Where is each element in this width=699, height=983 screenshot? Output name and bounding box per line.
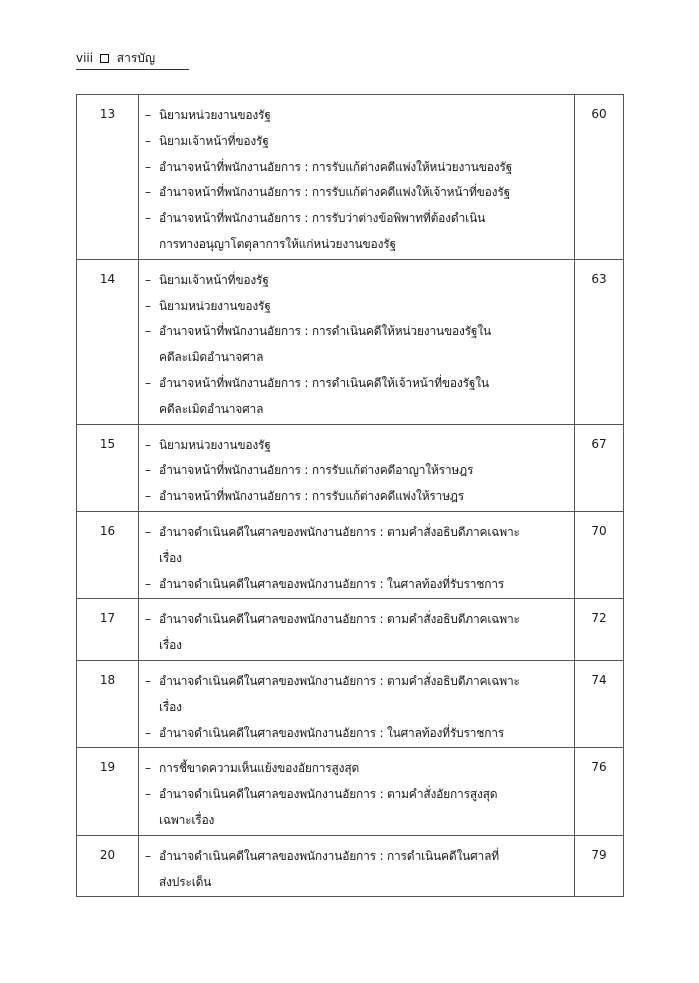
page-number: 67 xyxy=(575,424,624,511)
page-header xyxy=(76,49,155,67)
section-title: สารบัญ xyxy=(116,51,156,65)
topics-cell xyxy=(139,660,575,747)
dash-bullet: – xyxy=(145,673,151,688)
list-item xyxy=(145,520,570,572)
topics-cell xyxy=(139,424,575,511)
list-item xyxy=(145,433,570,459)
list-item xyxy=(145,180,570,206)
item-number: 13 xyxy=(77,95,139,260)
list-item xyxy=(145,607,570,659)
dash-bullet: – xyxy=(145,437,151,452)
list-item xyxy=(145,155,570,181)
square-bullet-icon xyxy=(100,54,109,63)
item-number: 19 xyxy=(77,748,139,835)
dash-bullet: – xyxy=(145,108,151,122)
contents-table xyxy=(76,94,624,897)
topic-text: อำนาจดำเนินคดีในศาลของพนักงานอัยการ : ในศาลท้องที่รับราชการ xyxy=(159,725,505,740)
topic-text: นิยามหน่วยงานของรัฐ xyxy=(159,298,271,313)
topic-text: นิยามหน่วยงานของรัฐ xyxy=(159,108,271,122)
dash-bullet: – xyxy=(145,612,151,627)
list-item xyxy=(145,103,570,129)
list-item xyxy=(145,319,570,371)
list-item xyxy=(145,484,570,510)
header-underline xyxy=(76,69,189,70)
topic-text: การชี้ขาดความเห็นแย้งของอัยการสูงสุด xyxy=(159,761,360,776)
list-item xyxy=(145,844,570,896)
topic-text: อำนาจหน้าที่พนักงานอัยการ : การรับแก้ต่างคดีอาญาให้ราษฎร xyxy=(159,463,474,478)
dash-bullet: – xyxy=(145,211,151,226)
topic-text: อำนาจหน้าที่พนักงานอัยการ : การรับแก้ต่างคดีแพ่งให้เจ้าหน้าที่ของรัฐ xyxy=(159,185,510,200)
topic-text: อำนาจดำเนินคดีในศาลของพนักงานอัยการ : ในศาลท้องที่รับราชการ xyxy=(159,576,505,591)
item-number: 14 xyxy=(77,259,139,424)
topic-text: อำนาจดำเนินคดีในศาลของพนักงานอัยการ : ตามคำสั่งอัยการสูงสุด เฉพาะเรื่อง xyxy=(159,787,498,827)
list-item xyxy=(145,268,570,294)
dash-bullet: – xyxy=(145,375,151,390)
topics-cell xyxy=(139,599,575,661)
list-item xyxy=(145,572,570,598)
dash-bullet: – xyxy=(145,159,151,174)
table-row xyxy=(77,95,624,260)
table-row xyxy=(77,660,624,747)
dash-bullet: – xyxy=(145,324,151,339)
dash-bullet: – xyxy=(145,463,151,478)
dash-bullet: – xyxy=(145,848,151,863)
item-number: 17 xyxy=(77,599,139,661)
dash-bullet: – xyxy=(145,725,151,740)
list-item xyxy=(145,371,570,423)
dash-bullet: – xyxy=(145,133,151,148)
page-number: 74 xyxy=(575,660,624,747)
topic-text: อำนาจดำเนินคดีในศาลของพนักงานอัยการ : การดำเนินคดีในศาลที่ ส่งประเด็น xyxy=(159,848,499,889)
list-item xyxy=(145,669,570,721)
topic-text: อำนาจหน้าที่พนักงานอัยการ : การดำเนินคดีให้หน่วยงานของรัฐใน คดีละเมิดอำนาจศาล xyxy=(159,324,491,365)
page-number: 70 xyxy=(575,511,624,598)
topic-text: อำนาจดำเนินคดีในศาลของพนักงานอัยการ : ตามคำสั่งอธิบดีภาคเฉพาะ เรื่อง xyxy=(159,612,520,653)
dash-bullet: – xyxy=(145,272,151,287)
table-row xyxy=(77,511,624,598)
page-number: 72 xyxy=(575,599,624,661)
topic-text: อำนาจดำเนินคดีในศาลของพนักงานอัยการ : ตามคำสั่งอธิบดีภาคเฉพาะ เรื่อง xyxy=(159,524,520,565)
topic-text: นิยามเจ้าหน้าที่ของรัฐ xyxy=(159,272,269,287)
topic-text: อำนาจหน้าที่พนักงานอัยการ : การรับแก้ต่างคดีแพ่งให้ราษฎร xyxy=(159,489,465,504)
table-row xyxy=(77,424,624,511)
list-item xyxy=(145,294,570,320)
page-number: 63 xyxy=(575,259,624,424)
dash-bullet: – xyxy=(145,489,151,504)
dash-bullet: – xyxy=(145,576,151,591)
topics-cell xyxy=(139,259,575,424)
item-number: 20 xyxy=(77,835,139,897)
list-item xyxy=(145,756,570,782)
item-number: 18 xyxy=(77,660,139,747)
dash-bullet: – xyxy=(145,185,151,200)
topics-cell xyxy=(139,511,575,598)
list-item xyxy=(145,458,570,484)
list-item xyxy=(145,129,570,155)
dash-bullet: – xyxy=(145,761,151,776)
list-item xyxy=(145,206,570,258)
list-item xyxy=(145,721,570,747)
page-number: 76 xyxy=(575,748,624,835)
page-number: 60 xyxy=(575,95,624,260)
item-number: 16 xyxy=(77,511,139,598)
topics-cell xyxy=(139,835,575,897)
page-numeral: viii xyxy=(76,51,94,65)
table-row xyxy=(77,748,624,835)
dash-bullet: – xyxy=(145,298,151,313)
table-row xyxy=(77,259,624,424)
page-number: 79 xyxy=(575,835,624,897)
dash-bullet: – xyxy=(145,787,151,802)
item-number: 15 xyxy=(77,424,139,511)
topic-text: อำนาจหน้าที่พนักงานอัยการ : การรับแก้ต่างคดีแพ่งให้หน่วยงานของรัฐ xyxy=(159,159,513,174)
topics-cell xyxy=(139,748,575,835)
table-row xyxy=(77,835,624,897)
dash-bullet: – xyxy=(145,524,151,539)
topics-cell xyxy=(139,95,575,260)
topic-text: นิยามเจ้าหน้าที่ของรัฐ xyxy=(159,133,269,148)
topic-text: อำนาจหน้าที่พนักงานอัยการ : การดำเนินคดีให้เจ้าหน้าที่ของรัฐใน คดีละเมิดอำนาจศาล xyxy=(159,375,489,416)
table-row xyxy=(77,599,624,661)
list-item xyxy=(145,782,570,834)
topic-text: นิยามหน่วยงานของรัฐ xyxy=(159,437,271,452)
topic-text: อำนาจดำเนินคดีในศาลของพนักงานอัยการ : ตามคำสั่งอธิบดีภาคเฉพาะ เรื่อง xyxy=(159,673,520,714)
topic-text: อำนาจหน้าที่พนักงานอัยการ : การรับว่าต่างข้อพิพาทที่ต้องดำเนิน การทางอนุญาโตตุลาการให้แก่หน่วยงานของรัฐ xyxy=(159,211,486,251)
